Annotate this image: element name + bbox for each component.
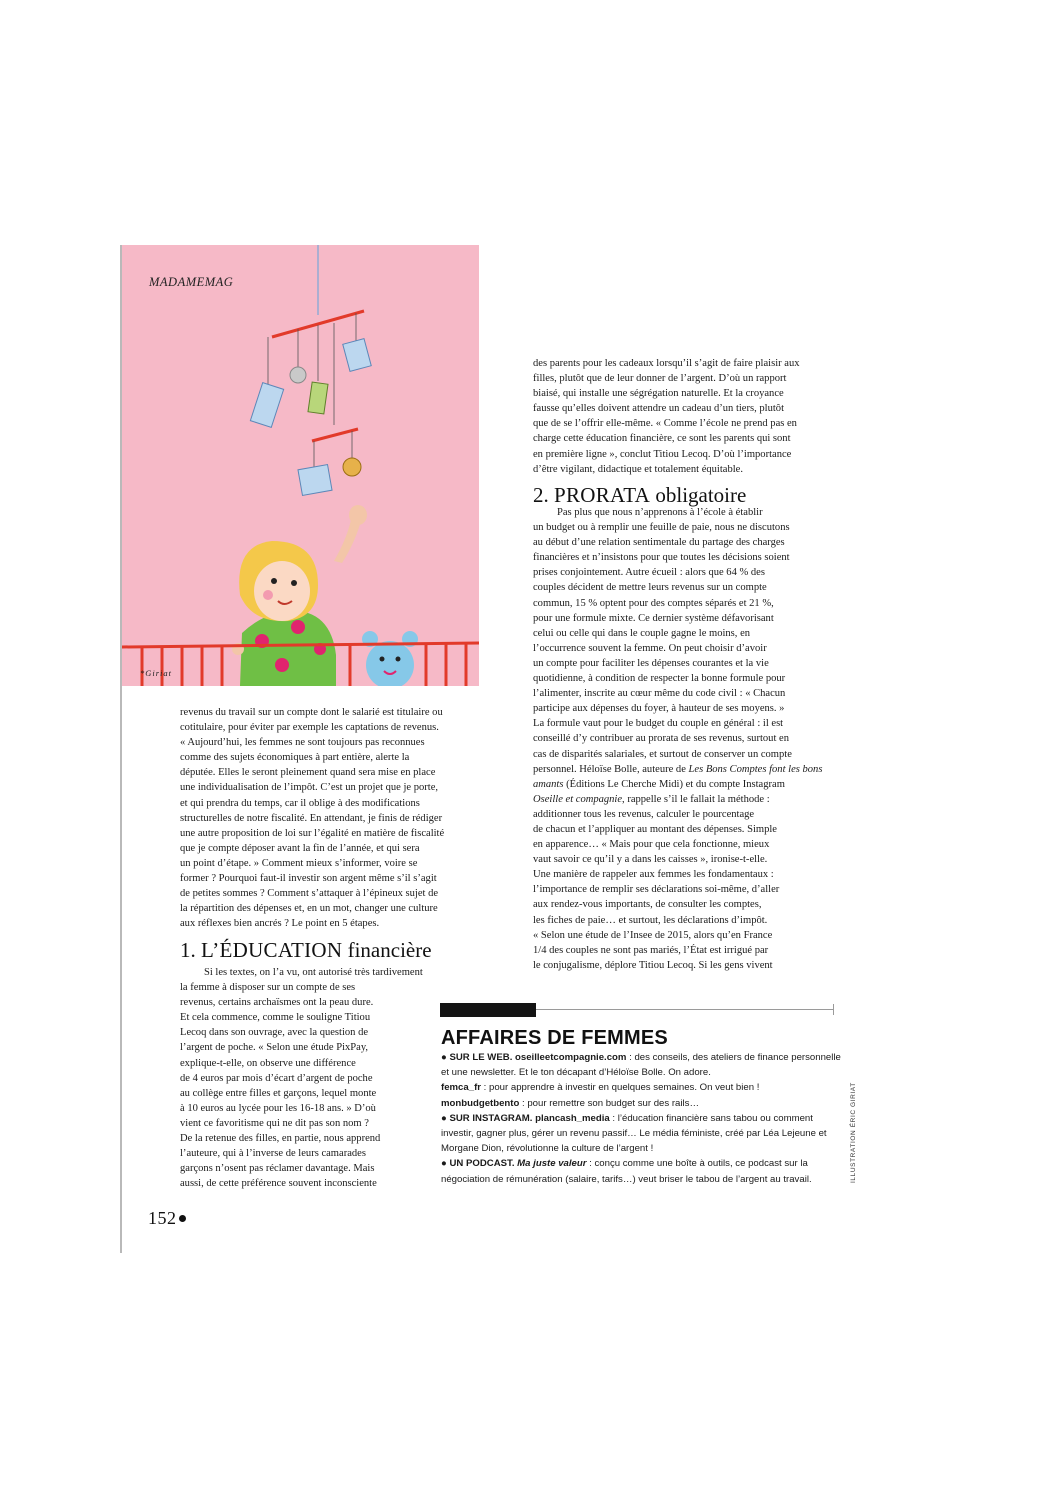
heading-caps: L’ÉDUCATION xyxy=(201,938,343,962)
heading-number: 2. xyxy=(533,483,549,507)
mobile-child-drawing xyxy=(122,245,479,686)
sidebar-item-monbudgetbento: monbudgetbento : pour remettre son budget sur des rails… xyxy=(441,1097,700,1109)
sidebar-item-web: ● SUR LE WEB. oseilleetcompagnie.com : des conseils, des ateliers de finance personnelle et une newsletter. Et le ton décapant d’Héloïse Bolle. On adore. xyxy=(441,1052,841,1079)
heading-rest: financière xyxy=(347,938,432,962)
magazine-kicker: MADAMEMAG xyxy=(149,275,234,289)
column1-intro xyxy=(180,705,480,931)
body-text: Pas plus que nous n’apprenons à l’école à établir un budget ou à remplir une feuille de paie, nous ne discutons au début d’une relation sentimentale du partage des charges financières et n’insistons pour que toutes les décisions soient prises conjointement. Autre écueil : alors que 64 % des couples décident de mettre leurs revenus sur un compte commun, 15 % optent pour des comptes séparés et 21 %, pour une formule mixte. Ce dernier système défavorisant celui ou celle qui dans le couple gagne le moins, en l’occurrence souvent la femme. On peut choisir d’avoir un compte pour faciliter les dépenses courantes et la vie quotidienne, à condition de respecter la bonne formule pour l’alimenter, inscrite au cœur même du code civil : « Chacun participe aux dépenses du foyer, à hauteur de ses moyens. » La formule vaut pour le budget du couple en général : il est conseillé d’y contribuer au prorata de ses revenus, surtout en cas de disparités salariales, et surtout de conserver un compte personnel. Héloïse Bolle, auteure de Les Bons Comptes font les bons amants (Éditions Le Cherche Midi) et du compte Instagram Oseille et compagnie, rappelle s’il le fallait la méthode : additionner tous les revenus, calculer le pourcentage de chacun et l’appliquer au montant des dépenses. Simple en apparence… « Mais pour que cela fonctionne, mieux vaut savoir ce qu’il y a dans les caisses », ironise-t-elle. Une manière de rappeler aux femmes les fondamentaux : l’importance de remplir ses déclarations soi-même, d’aller aux rendez-vous importants, de consulter les comptes, les fiches de paie… et surtout, les déclarations d’impôt. « Selon une étude de l’Insee de 2015, alors qu’en France 1/4 des couples ne sont pas mariés, l’État est irrigué par le conjugalisme, déplore Titiou Lecoq. Si les gens vivent xyxy=(533,507,823,971)
instagram-name: Oseille et compagnie xyxy=(533,793,623,805)
column2-continuation xyxy=(533,356,833,477)
sidebar-item-instagram: ● SUR INSTAGRAM. plancash_media : l’éducation financière sans tabou ou comment investir, gagner plus, gérer un revenu passif… Le média féministe, créé par Léa Lejeune et Morgane Dion, révolutionne la culture de l’argent ! xyxy=(441,1112,827,1155)
body-text: des parents pour les cadeaux lorsqu’il s’agit de faire plaisir aux filles, plutôt que de leur donner de l’argent. D’où un rapport biaisé, qui installe une ségrégation naturelle. Et la croyance fausse qu’elles doivent attendre un cadeau d’un tiers, plutôt que de se l’offrir elle-même. « Comme l’école ne prend pas en charge cette éducation financière, ce sont les parents qui sont en première ligne », conclut Titiou Lecoq. D’où l’importance d’être vigilant, didactique et totalement équitable. xyxy=(533,358,800,475)
sidebar-rule-end xyxy=(833,1004,834,1015)
illustration-credit: ILLUSTRATION ÉRIC GIRIAT xyxy=(850,1082,857,1183)
sidebar-body xyxy=(441,1050,841,1187)
sidebar-item-podcast: ● UN PODCAST. Ma juste valeur : conçu comme une boîte à outils, ce podcast sur la négociation de rémunération (salaire, tarifs…) veut briser le tabou de l’argent au travail. xyxy=(441,1158,812,1185)
sidebar-title: AFFAIRES DE FEMMES xyxy=(441,1027,668,1049)
heading-number: 1. xyxy=(180,938,196,962)
heading-caps: PRORATA xyxy=(554,483,651,507)
folio-dot xyxy=(179,1215,186,1222)
page-number: 152 xyxy=(148,1208,186,1229)
sidebar-bar xyxy=(440,1003,536,1017)
column2-section2 xyxy=(533,505,833,973)
artist-signature: *Giriat xyxy=(140,668,173,678)
column1-section1 xyxy=(180,965,430,1191)
section-heading-1 xyxy=(180,938,432,962)
illustration xyxy=(122,245,479,686)
body-text: revenus du travail sur un compte dont le salarié est titulaire ou cotitulaire, pour éviter par exemple les captations de revenus. « Aujourd’hui, les femmes ne sont toujours pas reconnues comme des sujets économiques à part entière, alerte la députée. Elles le seront pleinement quand sera mise en place une individualisation de l’impôt. C’est un projet que je porte, et qui prendra du temps, car il oblige à des modifications structurelles de notre fiscalité. En attendant, je finis de rédiger une autre proposition de loi sur l’égalité en matière de fiscalité que je compte déposer avant la fin de l’année, et qui sera un point d’étape. » Comment mieux s’informer, voire se former ? Pourquoi faut-il investir son argent même s’il s’agit de petites sommes ? Comment s’attaquer à l’épineux sujet de la répartition des dépenses et, en un mot, changer une culture aux réflexes bien ancrés ? Le point en 5 étapes. xyxy=(180,707,445,930)
sidebar-item-femca: femca_fr : pour apprendre à investir en quelques semaines. On veut bien ! xyxy=(441,1082,760,1094)
heading-rest: obligatoire xyxy=(655,483,747,507)
section-heading-2 xyxy=(533,483,746,507)
body-text: Si les textes, on l’a vu, ont autorisé très tardivement la femme à disposer sur un compte de ses revenus, certains archaïsmes ont la peau dure. Et cela commence, comme le souligne Titiou Lecoq dans son ouvrage, avec la question de l’argent de poche. « Selon une étude PixPay, explique-t-elle, on observe une différence de 4 euros par mois d’écart d’argent de poche au collège entre filles et garçons, lequel monte à 10 euros au lycée pour les 16-18 ans. » D’où vient ce favoritisme qui ne dit pas son nom ? De la retenue des filles, en partie, nous apprend l’auteure, qui à l’inverse de leurs camarades garçons n’osent pas réclamer davantage. Mais aussi, de cette préférence souvent inconsciente xyxy=(180,967,423,1190)
book-title: Les Bons Comptes font les bons amants xyxy=(533,763,823,790)
sidebar-rule xyxy=(536,1009,834,1010)
